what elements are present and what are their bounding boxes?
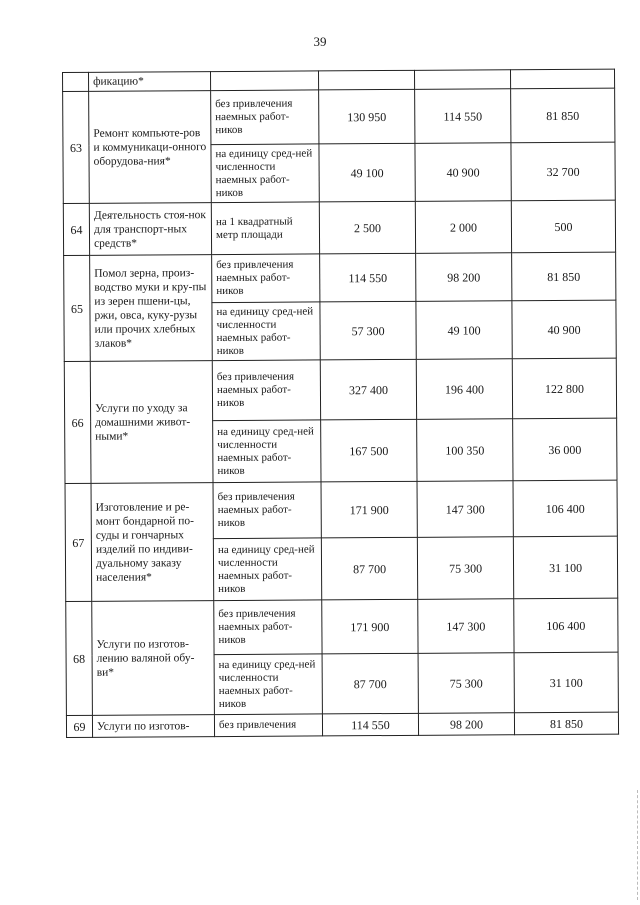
value-cell: 171 900 xyxy=(322,599,418,654)
value-cell: 75 300 xyxy=(417,537,513,600)
value-cell xyxy=(510,69,614,89)
value-cell: 171 900 xyxy=(321,481,417,538)
value-cell: 106 400 xyxy=(514,598,618,653)
value-cell: 87 700 xyxy=(321,537,417,600)
value-cell: 2 000 xyxy=(415,201,511,254)
condition-cell: без привлечения xyxy=(214,714,322,737)
value-cell: 114 550 xyxy=(320,253,416,302)
value-cell: 106 400 xyxy=(513,480,617,537)
value-cell: 40 900 xyxy=(415,143,511,202)
row-number-cell: 69 xyxy=(66,715,92,737)
value-cell xyxy=(318,70,414,90)
value-cell: 167 500 xyxy=(321,419,417,482)
row-number-cell: 63 xyxy=(63,91,90,203)
value-cell: 100 350 xyxy=(417,419,513,482)
page-number: 39 xyxy=(313,34,327,49)
activity-name-cell: Услуги по изготов- xyxy=(92,715,214,738)
table-row xyxy=(64,358,616,421)
value-cell: 87 700 xyxy=(322,653,418,714)
value-cell xyxy=(414,70,510,90)
row-number-cell: 65 xyxy=(64,255,91,361)
value-cell: 81 850 xyxy=(511,88,615,143)
row-number-cell: 68 xyxy=(66,601,93,715)
value-cell: 130 950 xyxy=(319,89,415,144)
value-cell: 75 300 xyxy=(418,653,514,714)
value-cell: 114 550 xyxy=(322,713,418,736)
row-number-cell: 64 xyxy=(63,203,89,255)
table-row xyxy=(66,712,618,737)
table-row xyxy=(63,88,615,145)
value-cell: 147 300 xyxy=(418,599,514,654)
condition-cell: без привлечения наемных работ-ников xyxy=(211,90,319,145)
condition-cell: без привлечения наемных работ-ников xyxy=(214,600,322,655)
condition-cell: на единицу сред-ней численности наемных работ-ников xyxy=(213,420,321,483)
condition-cell: на единицу сред-ней численности наемных работ-ников xyxy=(212,302,320,361)
value-cell: 81 850 xyxy=(514,712,618,735)
activity-name-cell: Изготовление и ре-монт бондарной по-суды и гончарных изделий по индиви-дуальному заказу населения* xyxy=(91,483,214,602)
scan-edge-marks xyxy=(634,790,638,900)
value-cell: 49 100 xyxy=(319,143,415,202)
activity-name-cell: Помол зерна, произ-водство муки и кру-пы из зерен пшени-цы, ржи, овса, куку-рузы или прочих хлебных злаков* xyxy=(90,255,213,362)
condition-cell: без привлечения наемных работ-ников xyxy=(212,360,320,421)
table-row xyxy=(66,598,618,655)
condition-cell: на единицу сред-ней численности наемных работ-ников xyxy=(214,654,322,715)
table-row xyxy=(63,200,615,255)
row-number-cell: 66 xyxy=(64,361,91,483)
value-cell: 31 100 xyxy=(513,536,617,599)
condition-cell: без привлечения наемных работ-ников xyxy=(213,482,321,539)
value-cell: 500 xyxy=(511,200,615,253)
table-row xyxy=(65,480,617,539)
condition-cell: на 1 квадратный метр площади xyxy=(211,202,319,255)
value-cell: 40 900 xyxy=(512,300,616,359)
condition-cell: на единицу сред-ней численности наемных работ-ников xyxy=(211,144,319,203)
value-cell: 122 800 xyxy=(512,358,616,419)
activity-name-cell: Услуги по изготов-лению валяной обу-ви* xyxy=(92,601,215,716)
row-number-cell: 67 xyxy=(65,483,92,601)
value-cell: 49 100 xyxy=(416,301,512,360)
activity-name-cell: Ремонт компьюте-ров и коммуникаци-онного оборудова-ния* xyxy=(89,91,212,204)
condition-cell xyxy=(211,71,319,91)
tax-rate-table xyxy=(62,69,619,738)
condition-cell: на единицу сред-ней численности наемных работ-ников xyxy=(213,538,321,601)
value-cell: 36 000 xyxy=(513,418,617,481)
table-row xyxy=(64,252,616,303)
row-number-cell xyxy=(63,72,89,91)
activity-name-cell: Услуги по уходу за домашними живот-ными* xyxy=(90,361,213,484)
value-cell: 57 300 xyxy=(320,301,416,360)
value-cell: 98 200 xyxy=(418,713,514,736)
value-cell: 2 500 xyxy=(319,201,415,254)
activity-name-cell: фикацию* xyxy=(89,72,211,92)
value-cell: 31 100 xyxy=(514,652,618,713)
value-cell: 98 200 xyxy=(416,253,512,302)
value-cell: 196 400 xyxy=(416,359,512,420)
value-cell: 32 700 xyxy=(511,142,615,201)
table-body xyxy=(63,69,619,737)
value-cell: 114 550 xyxy=(415,89,511,144)
value-cell: 327 400 xyxy=(320,359,416,420)
condition-cell: без привлечения наемных работ-ников xyxy=(212,254,320,303)
value-cell: 147 300 xyxy=(417,481,513,538)
value-cell: 81 850 xyxy=(512,252,616,301)
activity-name-cell: Деятельность стоя-нок для транспорт-ных средств* xyxy=(89,203,211,256)
